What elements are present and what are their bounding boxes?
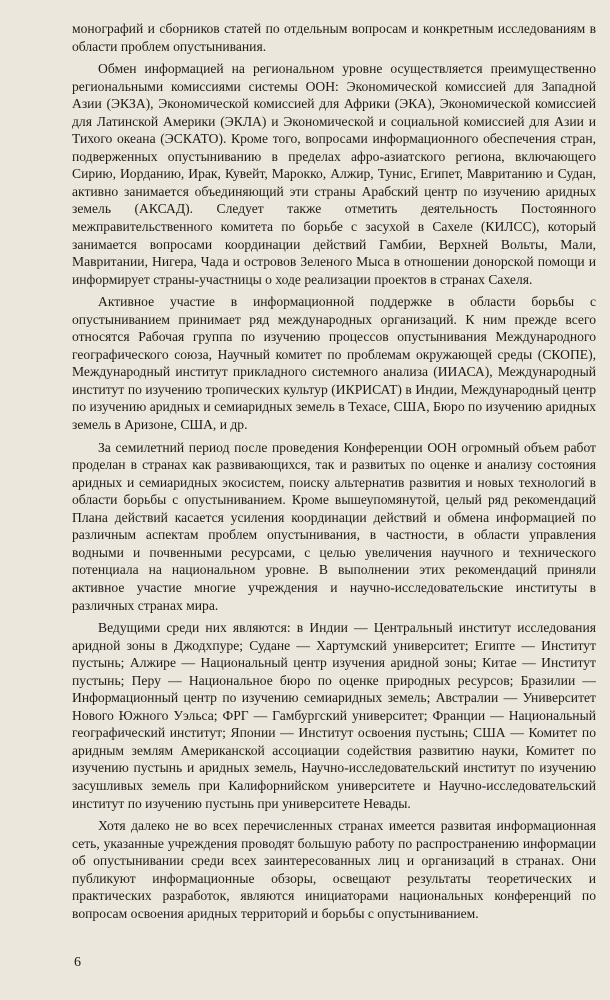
page-number: 6 bbox=[74, 955, 81, 970]
paragraph-international-organizations: Активное участие в информационной поддержке в области борьбы с опустыниванием принимает ряд международных организаций. К ним прежде всего относятся Рабочая группа по изучению процессов опустынивания Международного географического союза, Научный комитет по проблемам окружающей среды (СКОПЕ), Международный институт прикладного системного анализа (ИИАСА), Международный институт по изучению тропических культур (ИКРИСАТ) в Индии, Международный центр по изучению аридных и семиаридных земель в Техасе, США, Бюро по изучению аридных земель в Аризоне, США, и др. bbox=[72, 294, 596, 433]
paragraph-information-network: Хотя далеко не во всех перечисленных странах имеется развитая информационная сеть, указанные учреждения проводят большую работу по распространению информации об опустынивании среди всех заинтересованных лиц и организаций в странах. Они публикуют информационные обзоры, освещают результаты теоретических и практических разработок, являются инициаторами национальных конференций по вопросам освоения аридных территорий и борьбы с опустыниванием. bbox=[72, 818, 596, 921]
paragraph-continuation: монографий и сборников статей по отдельным вопросам и конкретным исследованиям в области проблем опустынивания. bbox=[72, 21, 596, 54]
paragraph-regional-level: Обмен информацией на региональном уровне осуществляется преимущественно региональными комиссиями системы ООН: Экономической комиссией для Западной Азии (ЭКЗА), Экономической комиссией для Африки (ЭКА), Экономической комиссией для Латинской Америки (ЭКЛА) и Экономической и социальной комиссией для Азии и Тихого океана (ЭСКАТО). Кроме того, вопросами информационного обеспечения стран, подверженных опустыниванию в пределах афро-азиатского региона, включающего Сирию, Иорданию, Ирак, Кувейт, Марокко, Алжир, Тунис, Египет, Мавританию и Судан, активно занимается объединяющий эти страны Арабский центр по изучению аридных земель (АКСАД). Следует также отметить деятельность Постоянного межправительственного комитета по борьбе с засухой в Сахеле (КИЛСС), который занимается вопросами координации действий Гамбии, Верхней Вольты, Мали, Мавритании, Нигера, Чада и островов Зеленого Мыса в отношении донорской помощи и информирует страны-участницы о ходе реализации проектов в странах Сахеля. bbox=[72, 61, 596, 287]
paragraph-national-level: За семилетний период после проведения Конференции ООН огромный объем работ проделан в странах как развивающихся, так и развитых по оценке и анализу состояния аридных и семиаридных экосистем, поиску альтернатив развития и новых технологий в области борьбы с опустыниванием. Кроме вышеупомянутой, целый ряд рекомендаций Плана действий касается усиления координации действий и обмена информацией по различным аспектам проблем опустынивания, в частности, в области управления водными и почвенными ресурсами, с целью увеличения научного и технического потенциала на национальном уровне. В выполнении этих рекомендаций приняли активное участие многие учреждения и научно-исследовательские институты в различных странах мира. bbox=[72, 439, 596, 613]
paragraph-leading-institutions: Ведущими среди них являются: в Индии — Центральный институт исследования аридной зоны в Джодхпуре; Судане — Хартумский университет; Египте — Институт пустынь; Алжире — Национальный центр изучения аридной зоны; Китае — Институт пустынь; Перу — Национальное бюро по оценке природных ресурсов; Бразилии — Информационный центр по изучению семиаридных земель; Австралии — Университет Нового Южного Уэльса; ФРГ — Гамбургский университет; Франции — Национальный географический институт; Японии — Институт освоения пустынь; США — Комитет по аридным землям Американской ассоциации содействия развитию науки, Комитет по изучению пустынь и аридных земель, Научно-исследовательский институт по изучению засушливых земель при Калифорнийском университете и Научно-исследовательский институт по изучению пустынь при университете Невады. bbox=[72, 620, 596, 811]
